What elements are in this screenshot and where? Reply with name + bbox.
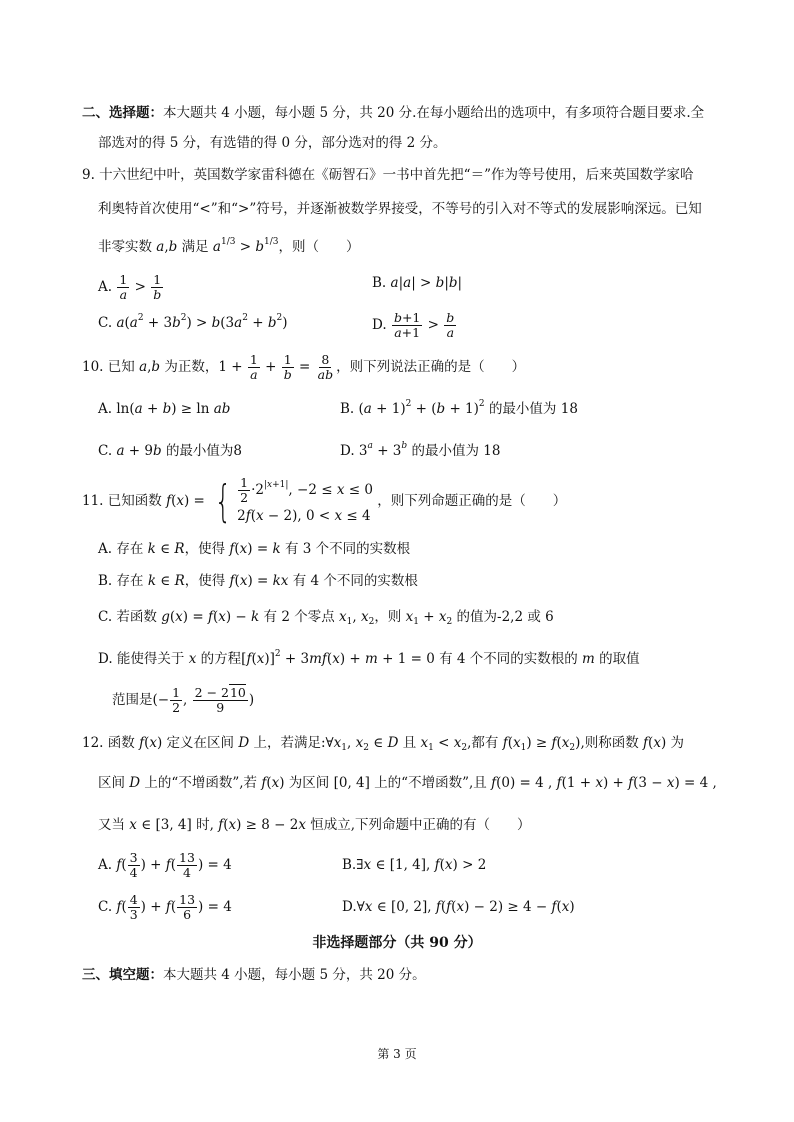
q11-b-1: B. 存在: [98, 573, 144, 589]
q12-line2: 区间 D 上的“不增函数”,若 f(x) 为区间 [0, 4] 上的“不增函数”,且 f(0) = 4 , f(1 + x) + f(3 − x) = 4 ,: [98, 775, 717, 791]
section2-desc-line1: [82, 104, 704, 122]
page-number: 第 3 页: [377, 1047, 417, 1061]
q9-d-label: D.: [372, 317, 387, 333]
q10-mid: 为正数，: [164, 359, 219, 375]
q11-d-2: 的方程: [200, 651, 242, 667]
q10-end: ，则下列说法正确的是（ ）: [336, 359, 526, 375]
q12-l3b: 时,: [196, 817, 214, 833]
q11-option-d: D. 能使得关于 x 的方程$[f(x)]^2 + 3mf(x) + m + 1 = 0$ 有 4 个不同的实数根的 m 的取值: [98, 649, 640, 667]
q11-c-3: ，则: [374, 609, 402, 625]
q12-line1: 12. 函数 f(x) 定义在区间 D 上，若满足$:\forall x_1$, $x_2$ ∈ D 且 $x_1 < x_2$,都有 $f(x_1) \ge f(x_2)$,则称函数 f(x) 为: [82, 735, 684, 753]
q12-a-label: A.: [98, 857, 113, 873]
q11-option-d-range: 范围是(− $\frac{1}{2}$ , $\frac{2 - 210}{9}$ ): [112, 685, 255, 715]
q12-l1e: ,都有: [467, 735, 499, 751]
q9-line3: 非零实数 a,b 满足 $a^{1/3} > b^{1/3}$，则（ ）: [98, 237, 360, 255]
q12-l3a: 又当: [98, 817, 125, 833]
q12-l2c: 为区间: [288, 775, 330, 791]
q12-line3: 又当 x ∈ [3, 4] 时, f(x) ≥ 8 − 2x 恒成立,下列命题中正确的有（ ）: [98, 817, 531, 833]
q9-a-label: A.: [98, 279, 113, 295]
q10-d-text: 的最小值为 18: [411, 443, 501, 459]
section3-desc: 本大题共 4 小题，每小题 5 分，共 20 分。: [163, 967, 426, 983]
q11-d-5: 范围是: [112, 692, 153, 708]
q11-post: ，则下列命题正确的是（ ）: [377, 493, 567, 509]
q12-l1c: 上，若满足:: [253, 735, 326, 751]
q12-l2d: 上的“不增函数”,且: [374, 775, 487, 791]
q11-a-2: ，使得: [184, 541, 226, 557]
q12-l1a: 12. 函数: [82, 735, 135, 751]
q10-a-label: A.: [98, 401, 113, 417]
q10-option-b: B. $(a + 1)^2 + (b + 1)^2$ 的最小值为 18: [340, 399, 578, 417]
q10-pre: 10. 已知: [82, 359, 135, 375]
q11-d-4: 的取值: [599, 651, 640, 667]
q12-l1b: 定义在区间: [166, 735, 235, 751]
q10-c-label: C.: [98, 443, 113, 459]
q12-option-c: C. f( $\frac{4}{3}$ ) + f( $\frac{13}{6}$ ) = 4: [98, 892, 232, 922]
q10-c-text: 的最小值为8: [165, 443, 243, 459]
q12-option-d: D.∀x ∈ [0, 2], f(f(x) − 2) ≥ 4 − f(x): [342, 899, 575, 915]
q10-stem: 10. 已知 a,b 为正数，1 + $\frac{1}{a}$ + $\frac{1}{b}$ = $\frac{8}{ab}$ ，则下列说法正确的是（ ）: [82, 352, 526, 382]
q12-l2a: 区间: [98, 775, 125, 791]
q11-option-b: B. 存在 k ∈ R，使得 f(x) = kx 有 4 个不同的实数根: [98, 573, 418, 589]
q12-c-label: C.: [98, 899, 113, 915]
q10-option-d: D. $3^a + 3^b$ 的最小值为 18: [340, 441, 501, 459]
q11-c-2: 有 2 个零点: [263, 609, 335, 625]
q9-option-b: B. a|a| > b|b|: [372, 275, 463, 291]
q12-l2b: 上的“不增函数”,若: [144, 775, 258, 791]
q11-a-3: 有 3 个不同的实数根: [284, 541, 411, 557]
q10-b-text: 的最小值为 18: [488, 401, 578, 417]
q11-b-3: 有 4 个不同的实数根: [292, 573, 418, 589]
section3-line: [82, 966, 426, 984]
q9-option-c: C. $a(a^2 + 3b^2) > b(3a^2 + b^2)$: [98, 313, 288, 331]
section3-heading: 三、填空题：: [82, 967, 163, 983]
q12-l1d: 且: [402, 735, 417, 751]
q10-b-label: B.: [340, 401, 355, 417]
q9-option-a: A. $\frac{1}{a}$ > $\frac{1}{b}$: [98, 272, 162, 302]
q9-b-label: B.: [372, 275, 387, 291]
q11-pre: 11. 已知函数: [82, 493, 162, 509]
q12-l1g: 为: [670, 735, 684, 751]
q9-line1: 9. 十六世纪中叶，英国数学家雷科德在《砺智石》一书中首先把“＝”作为等号使用，后来英国数学家哈: [82, 167, 694, 183]
q9-option-d: D. $\frac{b+1}{a+1}$ > $\frac{b}{a}$: [372, 310, 455, 340]
q11-option-a: A. 存在 k ∈ R，使得 f(x) = k 有 3 个不同的实数根: [98, 541, 411, 557]
section2-desc-line2: 部选对的得 5 分，有选错的得 0 分，部分选对的得 2 分。: [98, 135, 447, 151]
q11-c-1: C. 若函数: [98, 609, 157, 625]
q11-stem: 11. 已知函数 f(x) = { $\frac{1}{2}$ $\cdot 2^{|x+1|}$, −2 ≤ x ≤ 0 2f(x − 2), 0 < x ≤ 4 ，则下列命题正确的是（ ）: [82, 475, 567, 527]
section2-desc1: 本大题共 4 小题，每小题 5 分，共 20 分.在每小题给出的选项中，有多项符合题目要求.全: [163, 105, 705, 121]
q9-line2: 利奥特首次使用“<”和“>”符号，并逐渐被数学界接受，不等号的引入对不等式的发展影响深远。已知: [98, 201, 702, 217]
q12-b-label: B.: [342, 857, 357, 873]
q11-option-c: C. 若函数 g(x) = f(x) − k 有 2 个零点 $x_1$, $x_2$，则 $x_1 + x_2$ 的值为-2,2 或 6: [98, 609, 554, 627]
section2-heading: 二、选择题：: [82, 105, 163, 121]
q9-l3a: 非零实数: [98, 239, 152, 255]
q9-c-label: C.: [98, 315, 113, 331]
part2-title: 非选择题部分（共 90 分）: [312, 935, 482, 951]
q10-d-label: D.: [340, 443, 355, 459]
q10-option-a: A. ln(a + b) ≥ ln ab: [98, 401, 231, 417]
q11-b-2: ，使得: [184, 573, 226, 589]
q11-d-3: 有 4 个不同的实数根的: [439, 651, 578, 667]
q9-l3b: 满足: [181, 239, 209, 255]
q11-c-4: 的值为-2,2 或 6: [456, 609, 554, 625]
q12-l3c: 恒成立,下列命题中正确的有（ ）: [310, 817, 531, 833]
q9-l3c: ，则（ ）: [278, 239, 360, 255]
q12-d-label: D.: [342, 899, 357, 915]
q12-option-a: A. f( $\frac{3}{4}$ ) + f( $\frac{13}{4}$ ) = 4: [98, 850, 232, 880]
q11-a-1: A. 存在: [98, 541, 144, 557]
q10-option-c: C. a + 9b 的最小值为8: [98, 443, 243, 459]
q12-l1f: ,则称函数: [580, 735, 639, 751]
q12-option-b: B.∃x ∈ [1, 4], f(x) > 2: [342, 857, 487, 873]
q11-d-1: D. 能使得关于: [98, 651, 185, 667]
